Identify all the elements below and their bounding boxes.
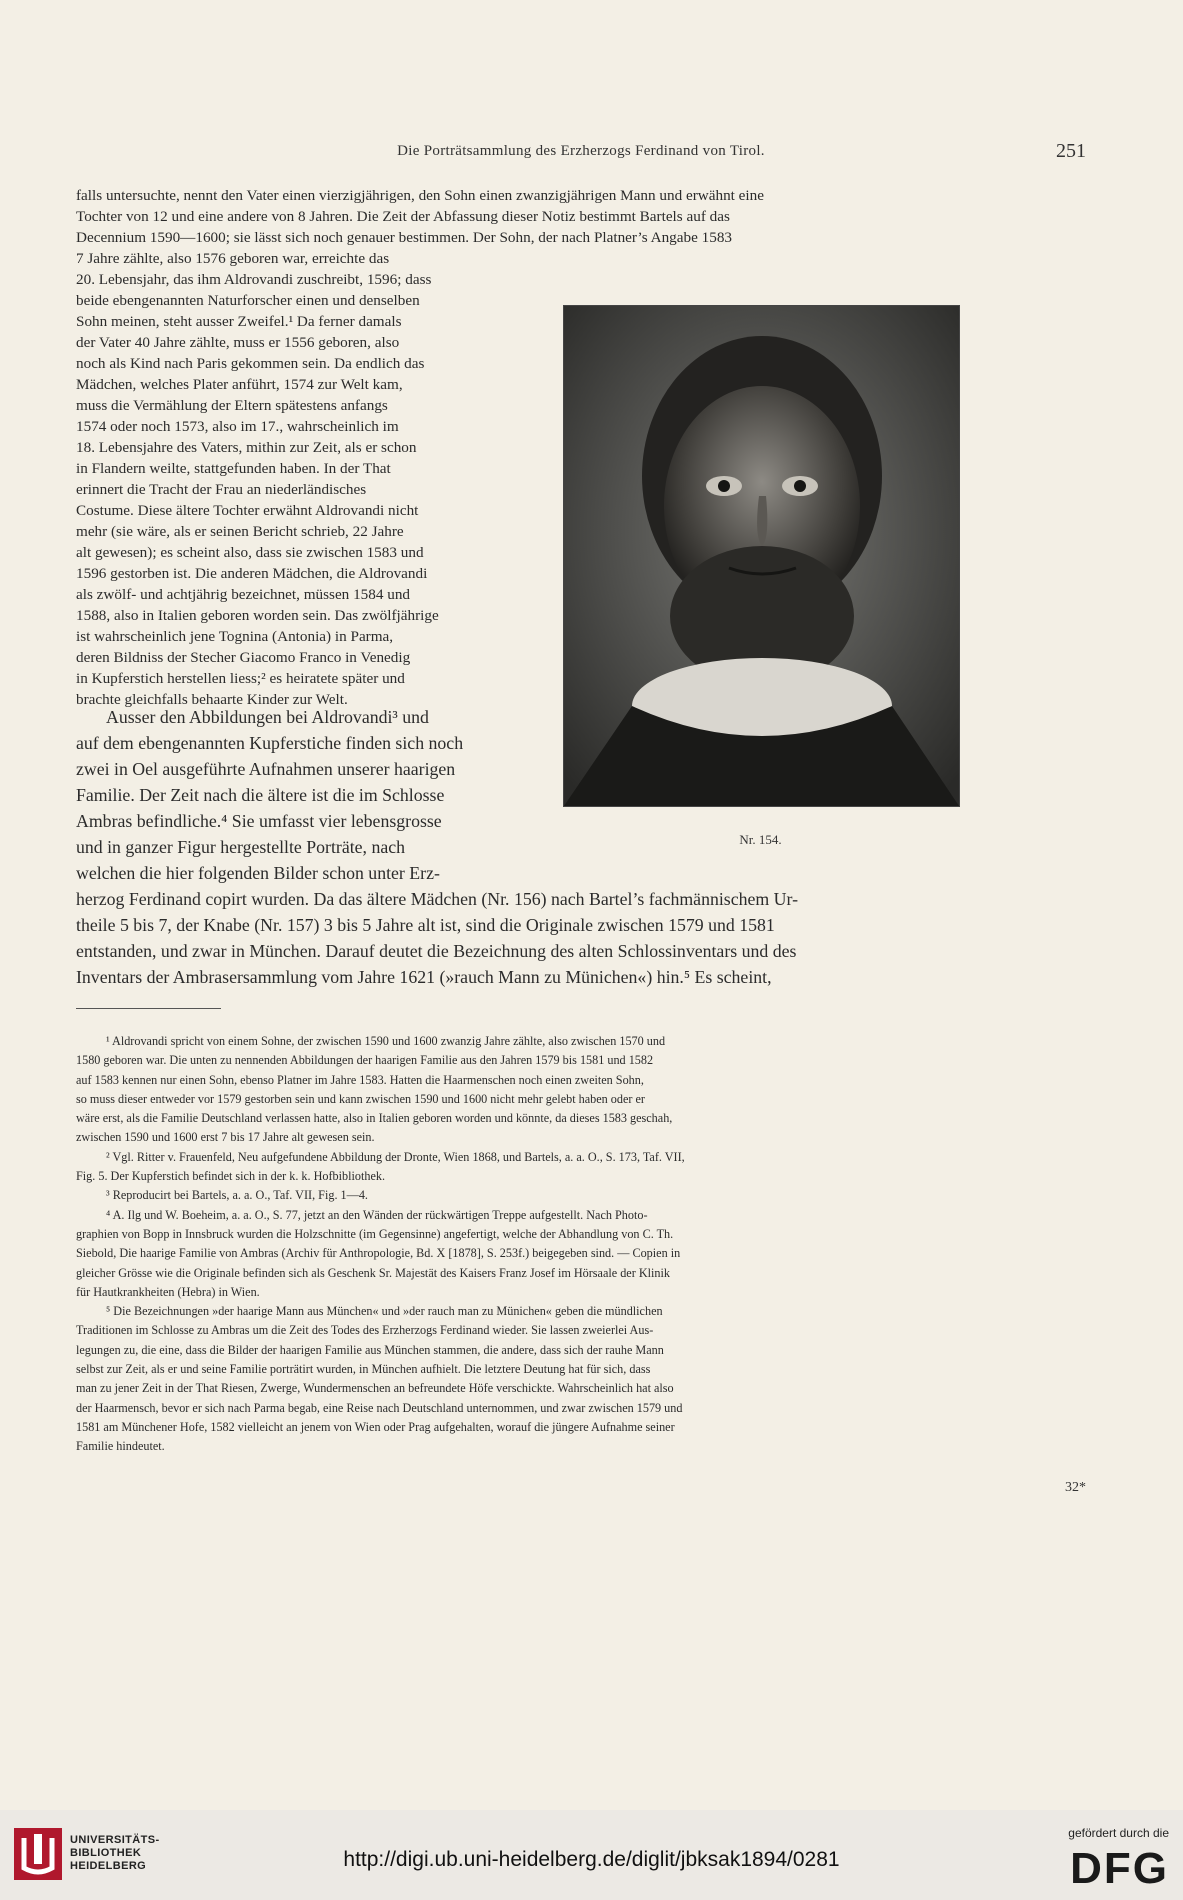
header-title: Die Porträtsammlung des Erzherzogs Ferdinand von Tirol. [397,143,765,159]
footnotes [76,1032,1086,1457]
text-line: Tochter von 12 und eine andere von 8 Jahren. Die Zeit der Abfassung dieser Notiz bestimmt Bartels auf das [76,208,730,225]
footnote-line: 1580 geboren war. Die unten zu nennenden Abbildungen der haarigen Familie aus den Jahren 1579 bis 1581 und 1582 [76,1053,654,1068]
text-line: Inventars der Ambrasersammlung vom Jahre 1621 (»rauch Mann zu Münichen«) hin.⁵ Es scheint, [76,967,772,987]
text-line: Decennium 1590—1600; sie lässt sich noch genauer bestimmen. Der Sohn, der nach Platner’s Angabe 1583 [76,229,733,246]
paragraph-left-column [76,248,521,710]
funded-by-label: gefördert durch die [1068,1826,1169,1840]
text-line: der Vater 40 Jahre zählte, muss er 1556 geboren, also [76,334,400,351]
text-line: welchen die hier folgenden Bilder schon unter Erz- [76,863,440,883]
text-line: entstanden, und zwar in München. Darauf deutet die Bezeichnung des alten Schlossinventars und des [76,941,797,961]
signature-mark: 32* [1065,1480,1086,1495]
text-line: beide ebengenannten Naturforscher einen und denselben [76,292,420,309]
text-line: Ausser den Abbildungen bei Aldrovandi³ und [106,707,429,727]
footnote-line: Traditionen im Schlosse zu Ambras um die Zeit des Todes des Erzherzogs Ferdinand wieder. Sie lassen zweierlei Aus- [76,1323,654,1338]
footnote-line: so muss dieser entweder vor 1579 gestorben sein und kann zwischen 1590 und 1600 nicht mehr gelebt haben oder er [76,1091,645,1106]
footnote-line: zwischen 1590 und 1600 erst 7 bis 17 Jahre alt gewesen sein. [76,1130,375,1145]
text-line: noch als Kind nach Paris gekommen sein. Da endlich das [76,355,425,372]
footnote-line: für Hautkrankheiten (Hebra) in Wien. [76,1284,260,1299]
text-line: theile 5 bis 7, der Knabe (Nr. 157) 3 bis 5 Jahre alt ist, sind die Originale zwischen 1579 und 1581 [76,915,775,935]
footnote-line: der Haarmensch, bevor er sich nach Parma begab, eine Reise nach Deutschland unternommen, und zwar zwischen 1579 und [76,1400,683,1415]
text-line: Ambras befindliche.⁴ Sie umfasst vier lebensgrosse [76,811,442,831]
footnote-line: Familie hindeutet. [76,1439,165,1454]
page-number: 251 [1056,140,1086,162]
footnote-divider [76,1008,221,1009]
text-line: 20. Lebensjahr, das ihm Aldrovandi zuschreibt, 1596; dass [76,271,432,288]
text-line: in Flandern weilte, stattgefunden haben. In der That [76,460,391,477]
text-line: in Kupferstich herstellen liess;² es heiratete später und [76,670,405,687]
footnote-line: ¹ Aldrovandi spricht von einem Sohne, der zwischen 1590 und 1600 zwanzig Jahre zählte, also zwischen 1570 und [106,1034,666,1048]
institution-line: UNIVERSITÄTS- [70,1834,160,1846]
footnote-line: graphien von Bopp in Innsbruck wurden die Holzschnitte (im Gegensinne) angefertigt, welche der Abhandlung von C. Th. [76,1226,674,1241]
text-line: Familie. Der Zeit nach die ältere ist die im Schlosse [76,785,445,805]
running-header [76,140,1086,167]
text-line: 7 Jahre zählte, also 1576 geboren war, erreichte das [76,250,390,267]
text-line: 1574 oder noch 1573, also im 17., wahrscheinlich im [76,418,399,435]
text-line: ist wahrscheinlich jene Tognina (Antonia) in Parma, [76,628,394,645]
footnote-line: auf 1583 kennen nur einen Sohn, ebenso Platner im Jahre 1583. Hatten die Haarmenschen noch einen zweiten Sohn, [76,1072,644,1087]
text-line: als zwölf- und achtjährig bezeichnet, müssen 1584 und [76,586,411,603]
text-line: auf dem ebengenannten Kupferstiche finden sich noch [76,733,464,753]
footnote-line: selbst zur Zeit, als er und seine Familie porträtirt wurden, in München aufhielt. Die letztere Deutung hat für sich, dass [76,1362,651,1377]
text-line: erinnert die Tracht der Frau an niederländisches [76,481,367,498]
text-line: 1596 gestorben ist. Die anderen Mädchen, die Aldrovandi [76,565,428,582]
footnote-line: legungen zu, die eine, dass die Bilder der haarigen Familie aus München stammen, die andere, dass sich der rauhe Mann [76,1342,664,1357]
footnote-line: gleicher Grösse wie die Originale befinden sich als Geschenk Sr. Majestät des Kaisers Franz Josef im Hörsaale der Klinik [76,1265,670,1280]
footnote-line: ³ Reproducirt bei Bartels, a. a. O., Taf. VII, Fig. 1—4. [106,1188,368,1203]
footnote-line: 1581 am Münchener Hofe, 1582 vielleicht an jenem von Wien oder Prag aufgehalten, worauf die jüngere Aufnahme seiner [76,1419,675,1434]
text-line: brachte gleichfalls behaarte Kinder zur Welt. [76,691,348,708]
text-line: 1588, also in Italien geboren worden sein. Das zwölfjährige [76,607,439,624]
text-line: mehr (sie wäre, als er seinen Bericht schrieb, 22 Jahre [76,523,404,540]
text-line: muss die Vermählung der Eltern spätestens anfangs [76,397,388,414]
text-line: falls untersuchte, nennt den Vater einen vierzigjährigen, den Sohn einen zwanzigjährigen Mann und erwähnt eine [76,187,764,204]
text-line: zwei in Oel ausgeführte Aufnahmen unserer haarigen [76,759,456,779]
figure-caption: Nr. 154. [739,832,782,847]
footnote-line: man zu jener Zeit in der That Riesen, Zwerge, Wundermenschen an befreundete Höfe verschickte. Wahrscheinlich hat also [76,1381,674,1396]
text-line: Costume. Diese ältere Tochter erwähnt Aldrovandi nicht [76,502,419,519]
paragraph-ausser-full-width [76,886,1086,990]
footnote-line: Fig. 5. Der Kupferstich befindet sich in der k. k. Hofbibliothek. [76,1169,386,1184]
footnote-line: ² Vgl. Ritter v. Frauenfeld, Neu aufgefundene Abbildung der Dronte, Wien 1868, und Bartels, a. a. O., S. 173, Taf. VII, [106,1149,685,1164]
institution-line: BIBLIOTHEK [70,1847,142,1859]
digitization-footer [0,1810,1183,1900]
dfg-logo: DFG [1070,1844,1169,1893]
portrait-illustration [564,306,959,806]
text-line: deren Bildniss der Stecher Giacomo Franco in Venedig [76,649,411,666]
permalink-url[interactable]: http://digi.ub.uni-heidelberg.de/diglit/jbksak1894/0281 [343,1848,840,1871]
footnote-line: ⁵ Die Bezeichnungen »der haarige Mann aus München« und »der rauch man zu Münichen« geben die mündlichen [106,1304,663,1319]
text-line: 18. Lebensjahre des Vaters, mithin zur Zeit, als er schon [76,439,417,456]
paragraph-top [76,185,1086,248]
text-line: Sohn meinen, steht ausser Zweifel.¹ Da ferner damals [76,313,402,330]
institution-line: HEIDELBERG [70,1860,147,1872]
paragraph-ausser-left [76,704,521,886]
footnote-line: Siebold, Die haarige Familie von Ambras (Archiv für Anthropologie, Bd. X [1878], S. 253f.) beigegeben sind. — Copien in [76,1246,681,1261]
footnote-line: wäre erst, als die Familie Deutschland verlassen hatte, also in Italien geboren worden und könnte, da dieses 1583 geschah, [76,1111,673,1126]
portrait-figure [563,305,960,807]
text-line: alt gewesen); es scheint also, dass sie zwischen 1583 und [76,544,424,561]
text-line: herzog Ferdinand copirt wurden. Da das ältere Mädchen (Nr. 156) nach Bartel’s fachmännischem Ur- [76,889,798,909]
text-line: und in ganzer Figur hergestellte Porträte, nach [76,837,406,857]
footnote-line: ⁴ A. Ilg und W. Boeheim, a. a. O., S. 77, jetzt an den Wänden der rückwärtigen Treppe aufgestellt. Nach Photo- [106,1207,648,1222]
text-line: Mädchen, welches Plater anführt, 1574 zur Welt kam, [76,376,403,393]
